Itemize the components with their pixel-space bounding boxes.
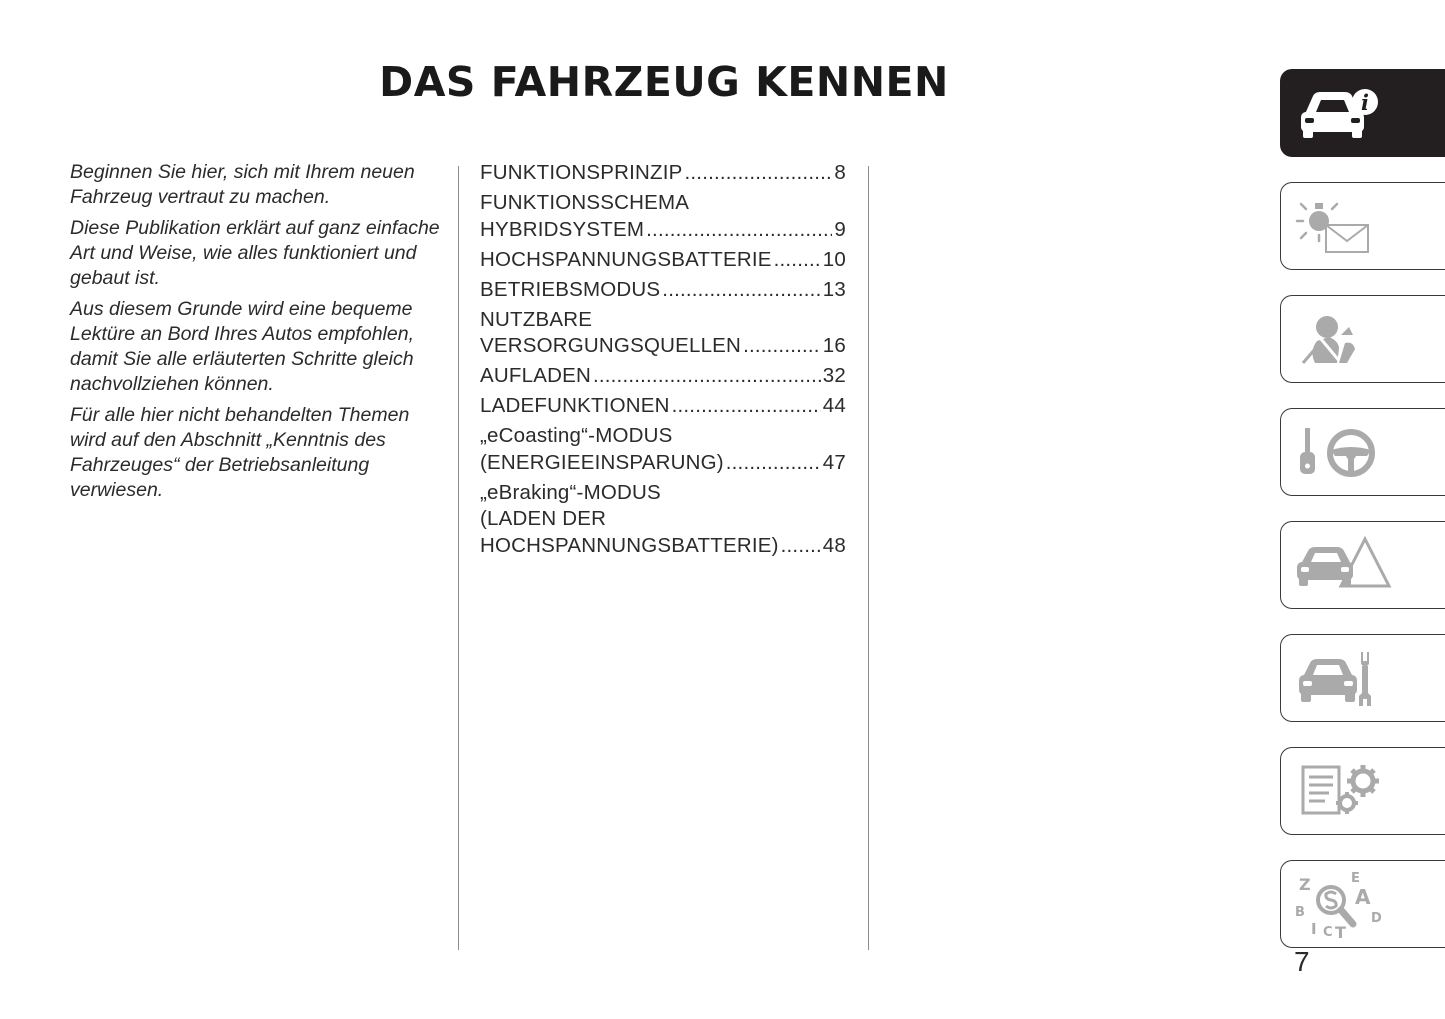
toc-page-number: 47 (822, 450, 846, 474)
page-number: 7 (1294, 946, 1310, 977)
intro-paragraph: Diese Publikation erklärt auf ganz einfache Art und Weise, wie alles funktioniert und gebaut ist. (70, 217, 440, 289)
intro-text (70, 160, 445, 509)
toc-entry-versorgungsquellen[interactable]: NUTZBARE VERSORGUNGSQUELLEN ..... 16 (480, 307, 846, 360)
car-info-icon (1295, 79, 1395, 149)
column-divider (458, 166, 459, 950)
toc-entry-funktionsschema[interactable]: FUNKTIONSSCHEMA HYBRIDSYSTEM ..... 9 (480, 190, 846, 243)
toc-page-number: 13 (822, 277, 846, 301)
page-title: DAS FAHRZEUG KENNEN (379, 58, 949, 106)
toc-entry-ecoasting[interactable]: „eCoasting“-MODUS (ENERGIEEINSPARUNG) ..... 47 (480, 423, 846, 476)
toc-page-number: 16 (822, 334, 846, 357)
chapter-tab-index[interactable] (1280, 860, 1445, 948)
airbag-safety-icon (1295, 305, 1395, 375)
toc-page-number: 8 (834, 161, 846, 184)
key-steering-wheel-icon (1295, 418, 1395, 488)
svg-text:D: D (1371, 911, 1382, 926)
chapter-tab-technical-data[interactable] (1280, 747, 1445, 835)
toc-entry-funktionsprinzip[interactable]: FUNKTIONSPRINZIP ..... 8 (480, 160, 846, 187)
toc-page-number: 32 (822, 364, 846, 387)
column-divider (868, 166, 869, 950)
chapter-tab-safety[interactable] (1280, 295, 1445, 383)
chapter-tab-vehicle-info[interactable] (1280, 69, 1445, 157)
toc-entry-ladefunktionen[interactable]: LADEFUNKTIONEN ..... 44 (480, 393, 846, 420)
toc-entry-betriebsmodus[interactable]: BETRIEBSMODUS ..... 13 (480, 277, 846, 304)
toc-page-number: 10 (822, 247, 846, 271)
table-of-contents (480, 160, 846, 563)
chapter-tab-warning-lights[interactable] (1280, 182, 1445, 270)
svg-text:I: I (1311, 920, 1317, 938)
svg-text:Z: Z (1299, 875, 1311, 894)
toc-page-number: 9 (834, 217, 846, 241)
intro-paragraph: Beginnen Sie hier, sich mit Ihrem neuen Fahrzeug vertraut zu machen. (70, 161, 415, 208)
svg-text:C: C (1323, 925, 1333, 940)
svg-text:E: E (1351, 871, 1360, 886)
svg-text:i: i (1361, 90, 1369, 115)
toc-page-number: 48 (822, 533, 846, 557)
chapter-tab-starting-driving[interactable] (1280, 408, 1445, 496)
chapter-tab-emergency[interactable] (1280, 521, 1445, 609)
toc-entry-ebraking[interactable]: „eBraking“-MODUS (LADEN DER HOCHSPANNUNGSBATTERIE) ..... 48 (480, 480, 846, 560)
svg-text:T: T (1335, 923, 1346, 940)
toc-page-number: 44 (822, 394, 846, 417)
toc-entry-aufladen[interactable]: AUFLADEN ..... 32 (480, 363, 846, 390)
car-maintenance-icon (1295, 644, 1395, 714)
intro-paragraph: Für alle hier nicht behandelten Themen wird auf den Abschnitt „Kenntnis des Fahrzeuges“ der Betriebsanleitung verwiesen. (70, 404, 410, 501)
toc-entry-hochspannungsbatterie[interactable]: HOCHSPANNUNGSBATTERIE ..... 10 (480, 247, 846, 274)
intro-paragraph: Aus diesem Grunde wird eine bequeme Lektüre an Bord Ihres Autos empfohlen, damit Sie alle erläuterten Schritte gleich nachvollziehen können. (70, 298, 414, 395)
svg-text:B: B (1295, 905, 1305, 920)
svg-text:A: A (1355, 885, 1371, 909)
technical-data-icon (1295, 757, 1395, 827)
warning-lights-icon (1295, 192, 1395, 262)
emergency-car-icon (1295, 531, 1395, 601)
chapter-tab-maintenance[interactable] (1280, 634, 1445, 722)
alphabetical-index-icon (1295, 870, 1395, 940)
